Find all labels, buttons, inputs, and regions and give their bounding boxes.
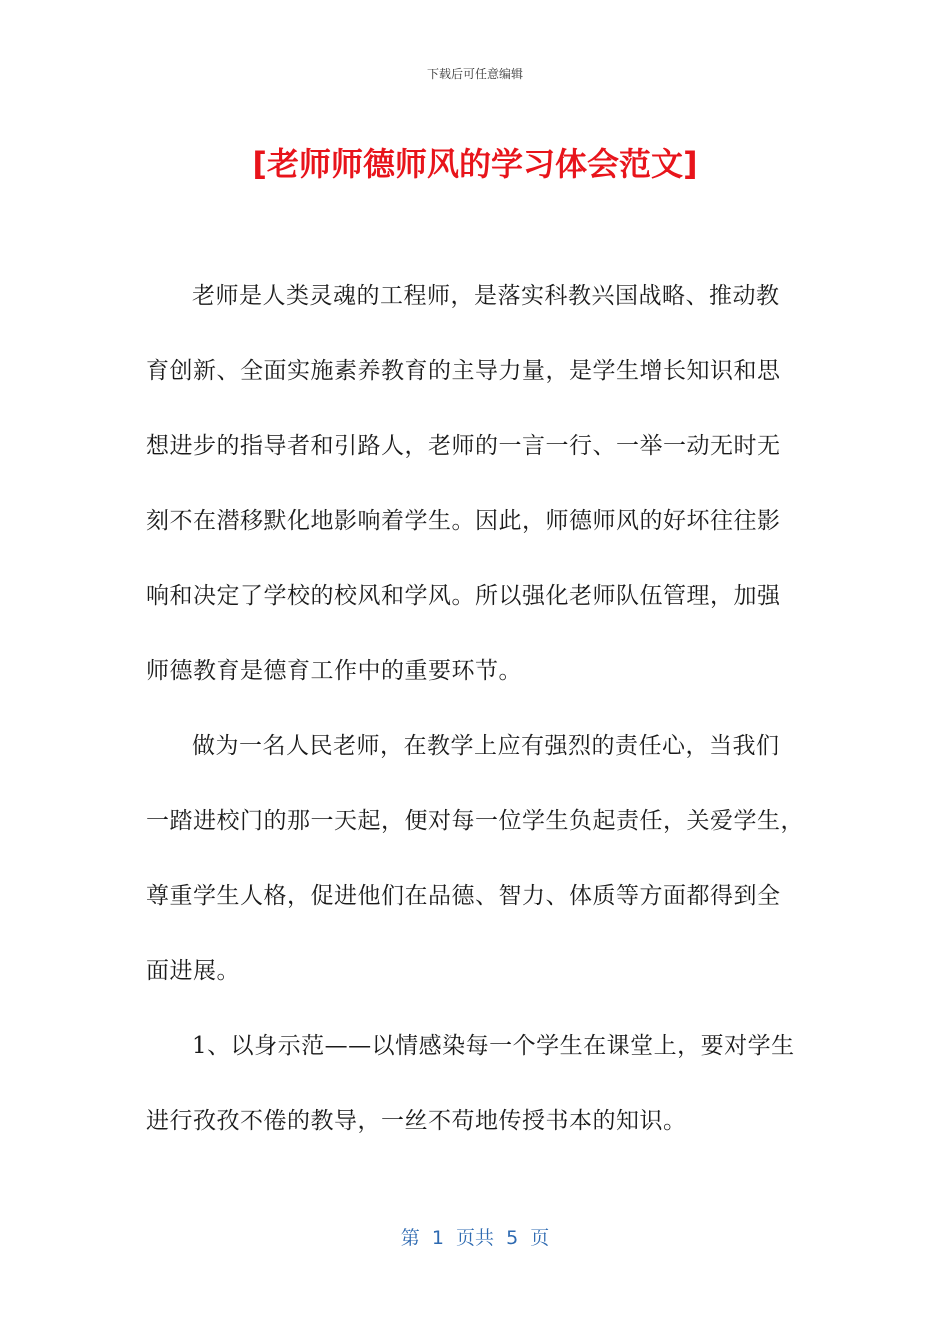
paragraph-line: 1、以身示范——以情感染每一个学生在课堂上，要对学生 (192, 1033, 795, 1059)
paragraph-line: 育创新、全面实施素养教育的主导力量，是学生增长知识和思 (146, 358, 781, 384)
paragraph-1 (146, 270, 804, 720)
paragraph-line: 进行孜孜不倦的教导，一丝不苟地传授书本的知识。 (146, 1108, 687, 1134)
paragraph-line: 想进步的指导者和引路人，老师的一言一行、一举一动无时无 (146, 433, 781, 459)
paragraph-line: 做为一名人民老师，在教学上应有强烈的责任心，当我们 (192, 733, 780, 759)
document-body (146, 270, 804, 1170)
paragraph-line: 老师是人类灵魂的工程师，是落实科教兴国战略、推动教 (192, 283, 780, 309)
document-title: [老师师德师风的学习体会范文] (252, 145, 698, 183)
page-number-footer: 第 1 页共 5 页 (400, 1227, 550, 1249)
paragraph-line: 响和决定了学校的校风和学风。所以强化老师队伍管理，加强 (146, 583, 781, 609)
paragraph-line: 师德教育是德育工作中的重要环节。 (146, 658, 522, 684)
paragraph-line: 一踏进校门的那一天起，便对每一位学生负起责任，关爱学生， (146, 808, 804, 834)
header-note: 下载后可任意编辑 (426, 67, 523, 81)
paragraph-line: 刻不在潜移默化地影响着学生。因此，师德师风的好坏往往影 (146, 508, 781, 534)
paragraph-2 (146, 720, 804, 1020)
paragraph-3 (146, 1020, 804, 1170)
paragraph-line: 尊重学生人格，促进他们在品德、智力、体质等方面都得到全 (146, 883, 781, 909)
paragraph-line: 面进展。 (146, 958, 240, 984)
